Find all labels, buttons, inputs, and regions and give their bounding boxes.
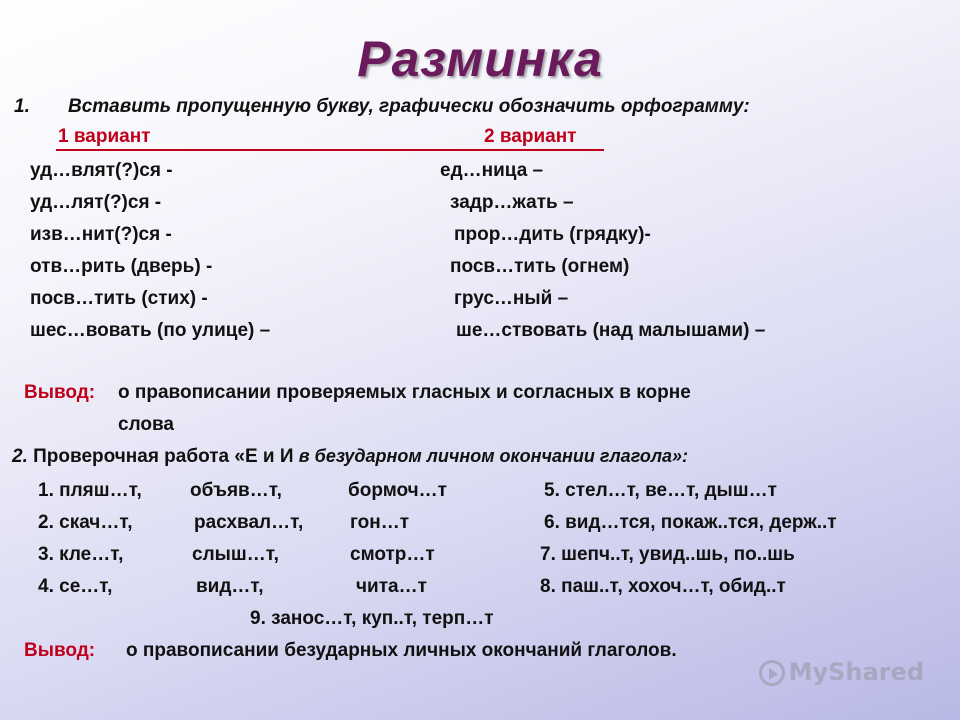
task1-row1-left: уд…влят(?)ся - — [30, 160, 173, 181]
task1-conclusion-text: о правописании проверяемых гласных и согласных в корне — [118, 382, 691, 403]
task1-instruction: Вставить пропущенную букву, графически обозначить орфограмму: — [68, 96, 750, 117]
task1-row6-left: шес…вовать (по улице) – — [30, 320, 271, 341]
task2-r3-c1: 3. кле…т, — [38, 544, 124, 565]
task1-row3-right: прор…дить (грядку)- — [454, 224, 651, 245]
task2-r3-c3: смотр…т — [350, 544, 435, 565]
task1-conclusion-label: Вывод: — [24, 382, 96, 403]
task1-number: 1. — [14, 96, 30, 117]
task2-r4-c2: вид…т, — [196, 576, 264, 597]
task1-row2-left: уд…лят(?)ся - — [30, 192, 162, 213]
variant1-label: 1 вариант — [58, 126, 151, 147]
page-title: Разминка — [357, 31, 603, 87]
task2-number: 2. — [12, 446, 28, 467]
task2-r5: 9. занос…т, куп..т, терп…т — [250, 608, 494, 629]
task2-r1-c3: бормоч…т — [348, 480, 447, 501]
task2-r1-c4: 5. стел…т, ве…т, дыш…т — [544, 480, 777, 501]
task1-row1-right: ед…ница – — [440, 160, 544, 181]
task1-row5-left: посв…тить (стих) - — [30, 288, 208, 309]
task2-r2-c3: гон…т — [350, 512, 410, 533]
task2-r2-c4: 6. вид…тся, покаж..тся, держ..т — [544, 512, 837, 533]
task2-r4-c4: 8. паш..т, хохоч…т, обид..т — [540, 576, 786, 597]
task2-r4-c1: 4. се…т, — [38, 576, 113, 597]
task2-r3-c2: слыш…т, — [192, 544, 279, 565]
task2-r3-c4: 7. шепч..т, увид..шь, по..шь — [540, 544, 795, 565]
watermark — [759, 658, 924, 686]
task2-r1-c2: объяв…т, — [190, 480, 282, 501]
task1-conclusion-text-2: слова — [118, 414, 174, 435]
task2-conclusion-text: о правописании безударных личных окончаний глаголов. — [126, 640, 677, 661]
watermark-text: MyShared — [788, 658, 924, 686]
variant2-label: 2 вариант — [484, 126, 577, 147]
task1-row4-right: посв…тить (огнем) — [450, 256, 630, 277]
task1-row2-right: задр…жать – — [450, 192, 574, 213]
task2-title-italic: в безударном личном окончании глагола»: — [298, 446, 689, 466]
task2-r2-c2: расхвал…т, — [194, 512, 304, 533]
variant-underline — [56, 149, 604, 151]
task2-conclusion-label: Вывод: — [24, 640, 96, 661]
task1-row5-right: грус…ный – — [454, 288, 569, 309]
task1-row3-left: изв…нит(?)ся - — [30, 224, 172, 245]
task2-header — [12, 446, 688, 468]
task2-r2-c1: 2. скач…т, — [38, 512, 133, 533]
task2-title: Проверочная работа «Е и И — [33, 446, 294, 467]
play-icon — [759, 660, 785, 686]
task2-r1-c1: 1. пляш…т, — [38, 480, 142, 501]
task1-row4-left: отв…рить (дверь) - — [30, 256, 213, 277]
task1-row6-right: ше…ствовать (над малышами) – — [456, 320, 766, 341]
task2-r4-c3: чита…т — [356, 576, 427, 597]
